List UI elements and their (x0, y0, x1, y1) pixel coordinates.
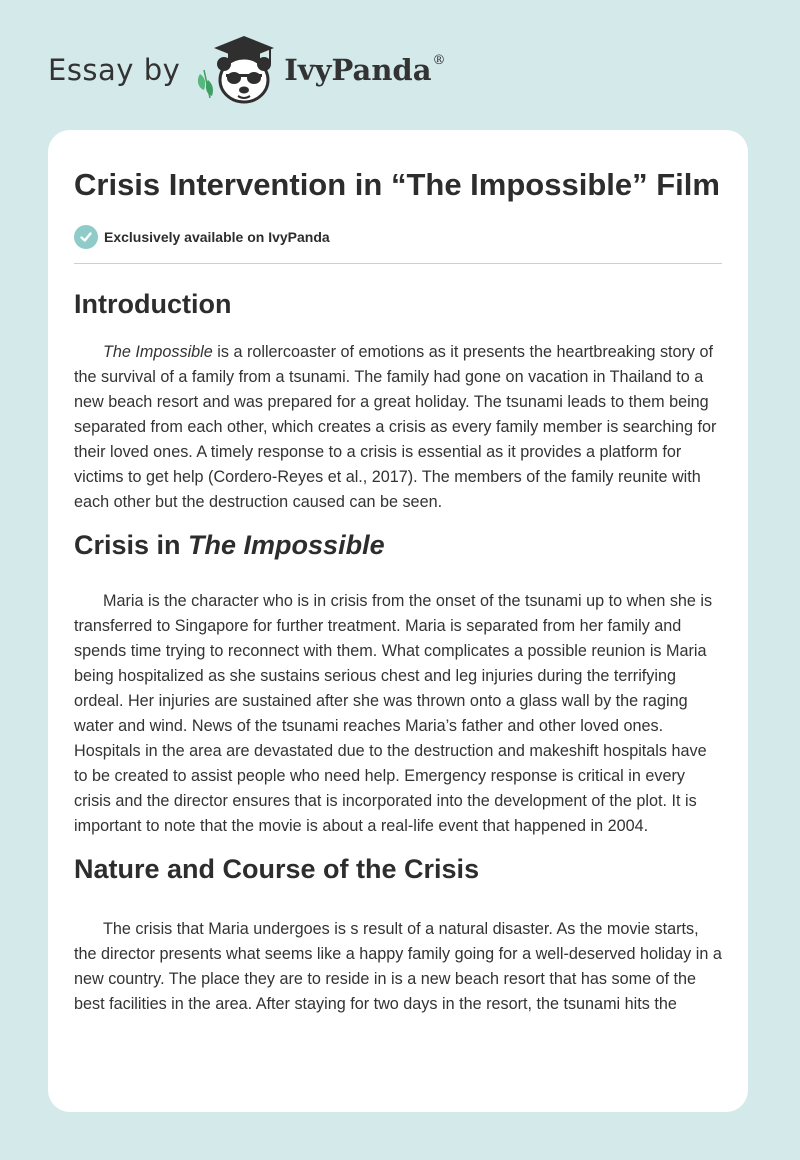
section-crisis-in-the-impossible (74, 527, 722, 839)
section-nature-and-course (74, 851, 722, 1017)
section-heading: Nature and Course of the Crisis (74, 854, 480, 884)
section-introduction (74, 286, 722, 515)
brand-name[interactable]: IvyPanda® (284, 53, 446, 87)
site-header (48, 34, 446, 106)
essay-by-label: Essay by (48, 53, 181, 87)
panda-graduate-logo-icon[interactable] (194, 34, 276, 106)
registered-mark: ® (432, 53, 446, 68)
section-heading: Introduction (74, 289, 232, 319)
essay-title: Crisis Intervention in “The Impossible” Film (74, 167, 720, 202)
section-paragraph: The crisis that Maria undergoes is s result of a natural disaster. As the movie starts, the director presents what seems like a happy family going for a well-deserved holiday in a new country. The place they are to reside in is a new beach resort that has some of the best facilities in the area. After staying for two days in the resort, the tsunami hits the (74, 920, 722, 1013)
check-icon (74, 225, 98, 249)
section-paragraph: Maria is the character who is in crisis from the onset of the tsunami up to when she is transferred to Singapore for further treatment. Maria is separated from her family and spends time trying to reconnect with them. What complicates a possible reunion is Maria being hospitalized as she sustains serious chest and leg injuries during the terrifying ordeal. Her injuries are sustained after she was thrown onto a glass wall by the raging water and wind. News of the tsunami reaches Maria’s father and other loved ones. Hospitals in the area are devastated due to the destruction and makeshift hospitals have to be created to assist people who need help. Emergency response is critical in every crisis and the director ensures that is incorporated into the development of the plot. It is important to note that the movie is about a real-life event that happened in 2004. (74, 592, 713, 835)
ivy-leaf-icon (198, 70, 213, 98)
exclusive-badge-text: Exclusively available on IvyPanda (104, 229, 330, 245)
section-heading: Crisis in The Impossible (74, 530, 385, 560)
exclusive-badge (74, 225, 722, 264)
section-paragraph: The Impossible is a rollercoaster of emotions as it presents the heartbreaking story of the survival of a family from a tsunami. The family had gone on vacation in Thailand to a new beach resort and was prepared for a great holiday. The tsunami leads to them being separated from each other, which creates a crisis as every family member is searching for their loved ones. A timely response to a crisis is essential as it provides a platform for victims to get help (Cordero-Reyes et al., 2017). The members of the family reunite with each other but the destruction caused can be seen. (74, 343, 717, 511)
essay-card (48, 130, 748, 1112)
